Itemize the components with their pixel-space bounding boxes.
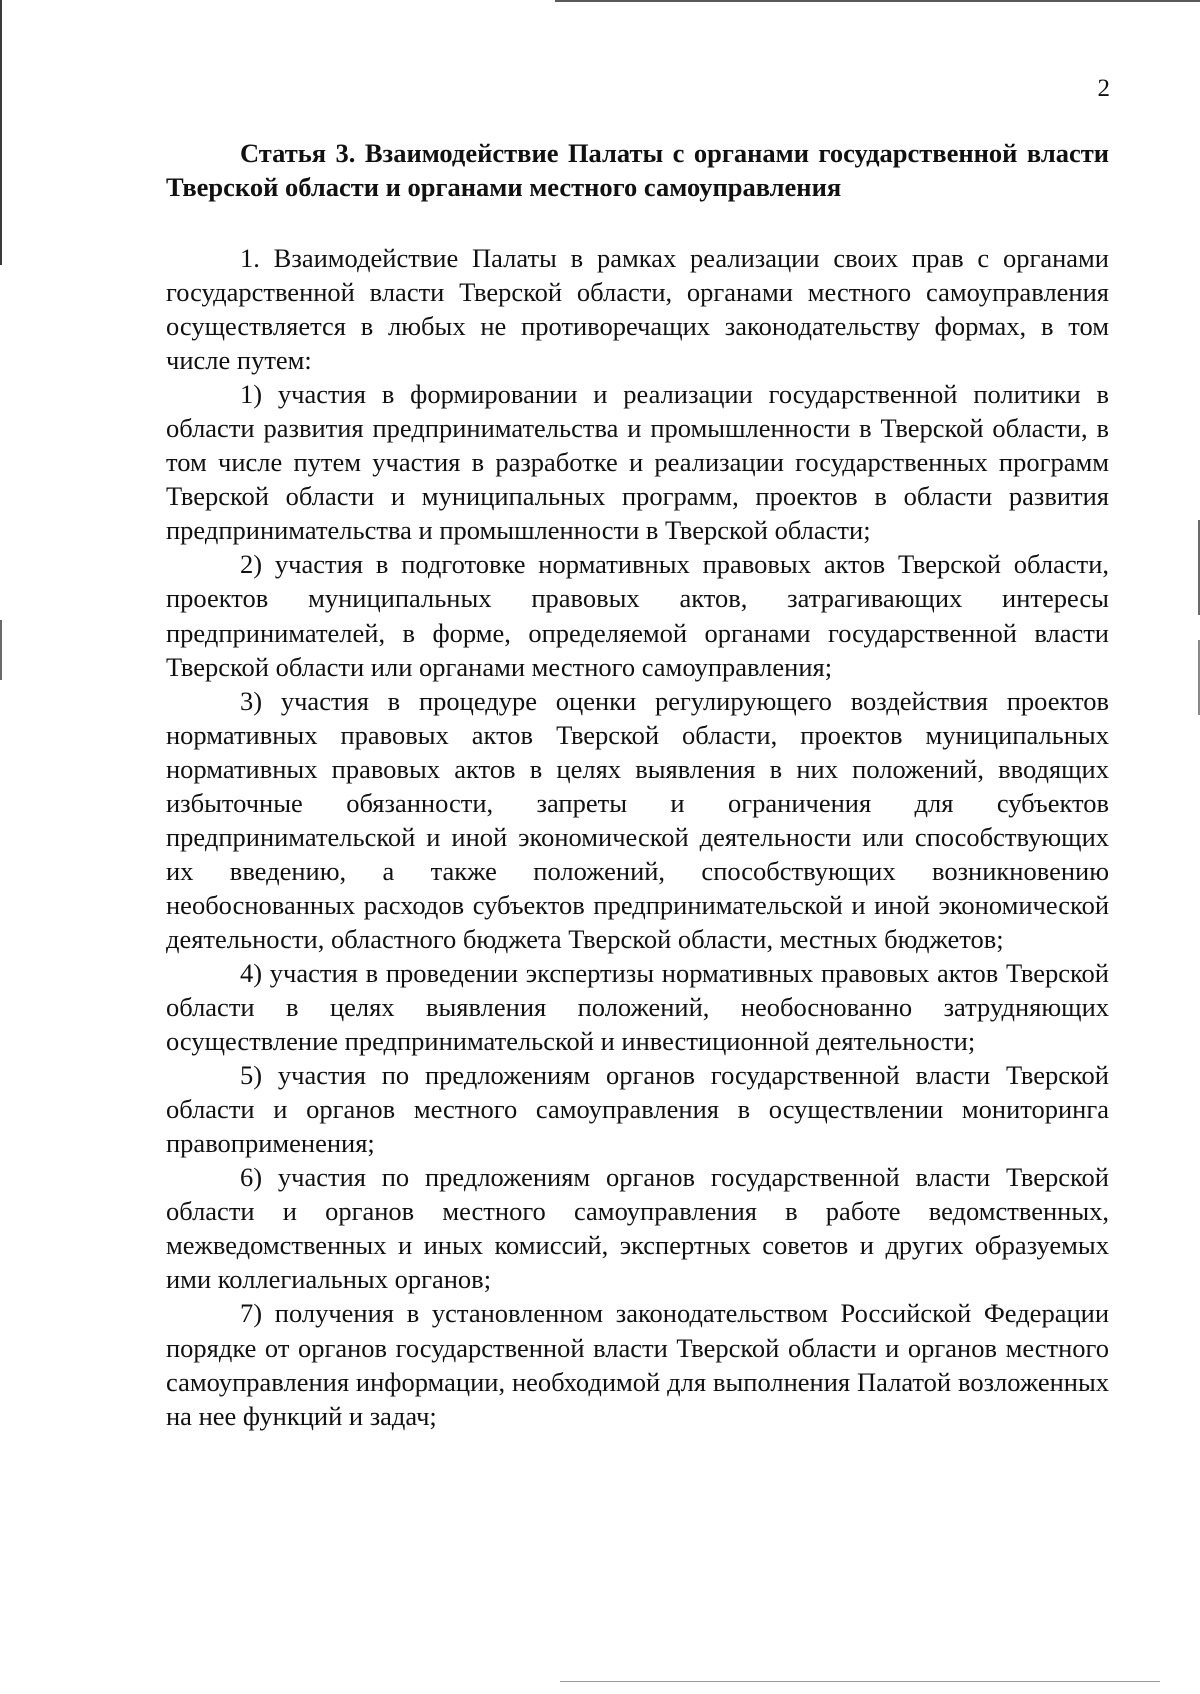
scan-edge-bottom (560, 1681, 1160, 1682)
list-item-6: 6) участия по предложениям органов государственной власти Тверской области и органов местного самоуправления в работе ведомственных, межведомственных и иных комиссий, экспертных советов и других образуемых ими коллегиальных органов; (166, 1162, 1109, 1295)
list-item-4: 4) участия в проведении экспертизы нормативных правовых актов Тверской области в целях выявления положений, необоснованно затрудняющих осуществление предпринимательской и инвестиционной деятельности; (166, 957, 1109, 1057)
paragraph-intro: 1. Взаимодействие Палаты в рамках реализации своих прав с органами государственной власти Тверской области, органами местного самоуправления осуществляется в любых не противоречащих законодательству формах, в том числе путем: (166, 243, 1109, 376)
article-body (166, 241, 1109, 1433)
scan-edge-left (0, 0, 2, 265)
scan-edge-top (555, 0, 1200, 2)
scan-edge-left-lower (0, 620, 2, 680)
list-item-2: 2) участия в подготовке нормативных правовых актов Тверской области, проектов муниципальных правовых актов, затрагивающих интересы предпринимателей, в форме, определяемой органами государственной власти Тверской области или органами местного самоуправления; (166, 549, 1109, 682)
page-number: 2 (1097, 75, 1110, 102)
list-item-1: 1) участия в формировании и реализации государственной политики в области развития предпринимательства и промышленности в Тверской области, в том числе путем участия в разработке и реализации государственных программ Тверской области и муниципальных программ, проектов в области развития предпринимательства и промышленности в Тверской области; (166, 379, 1109, 546)
list-item-7: 7) получения в установленном законодательством Российской Федерации порядке от органов государственной власти Тверской области и органов местного самоуправления информации, необходимой для выполнения Палатой возложенных на нее функций и задач; (166, 1298, 1109, 1431)
list-item-5: 5) участия по предложениям органов государственной власти Тверской области и органов местного самоуправления в осуществлении мониторинга правоприменения; (166, 1060, 1109, 1159)
list-item-3: 3) участия в процедуре оценки регулирующего воздействия проектов нормативных правовых актов Тверской области, проектов муниципальных нормативных правовых актов в целях выявления в них положений, вводящих избыточные обязанности, запреты и ограничения для субъектов предпринимательской и иной экономической деятельности или способствующих их введению, а также положений, способствующих возникновению необоснованных расходов субъектов предпринимательской и иной экономической деятельности, областного бюджета Тверской области, местных бюджетов; (166, 685, 1109, 954)
article-title: Статья 3. Взаимодействие Палаты с органами государственной власти Тверской области и органами местного самоуправления (166, 138, 1109, 202)
